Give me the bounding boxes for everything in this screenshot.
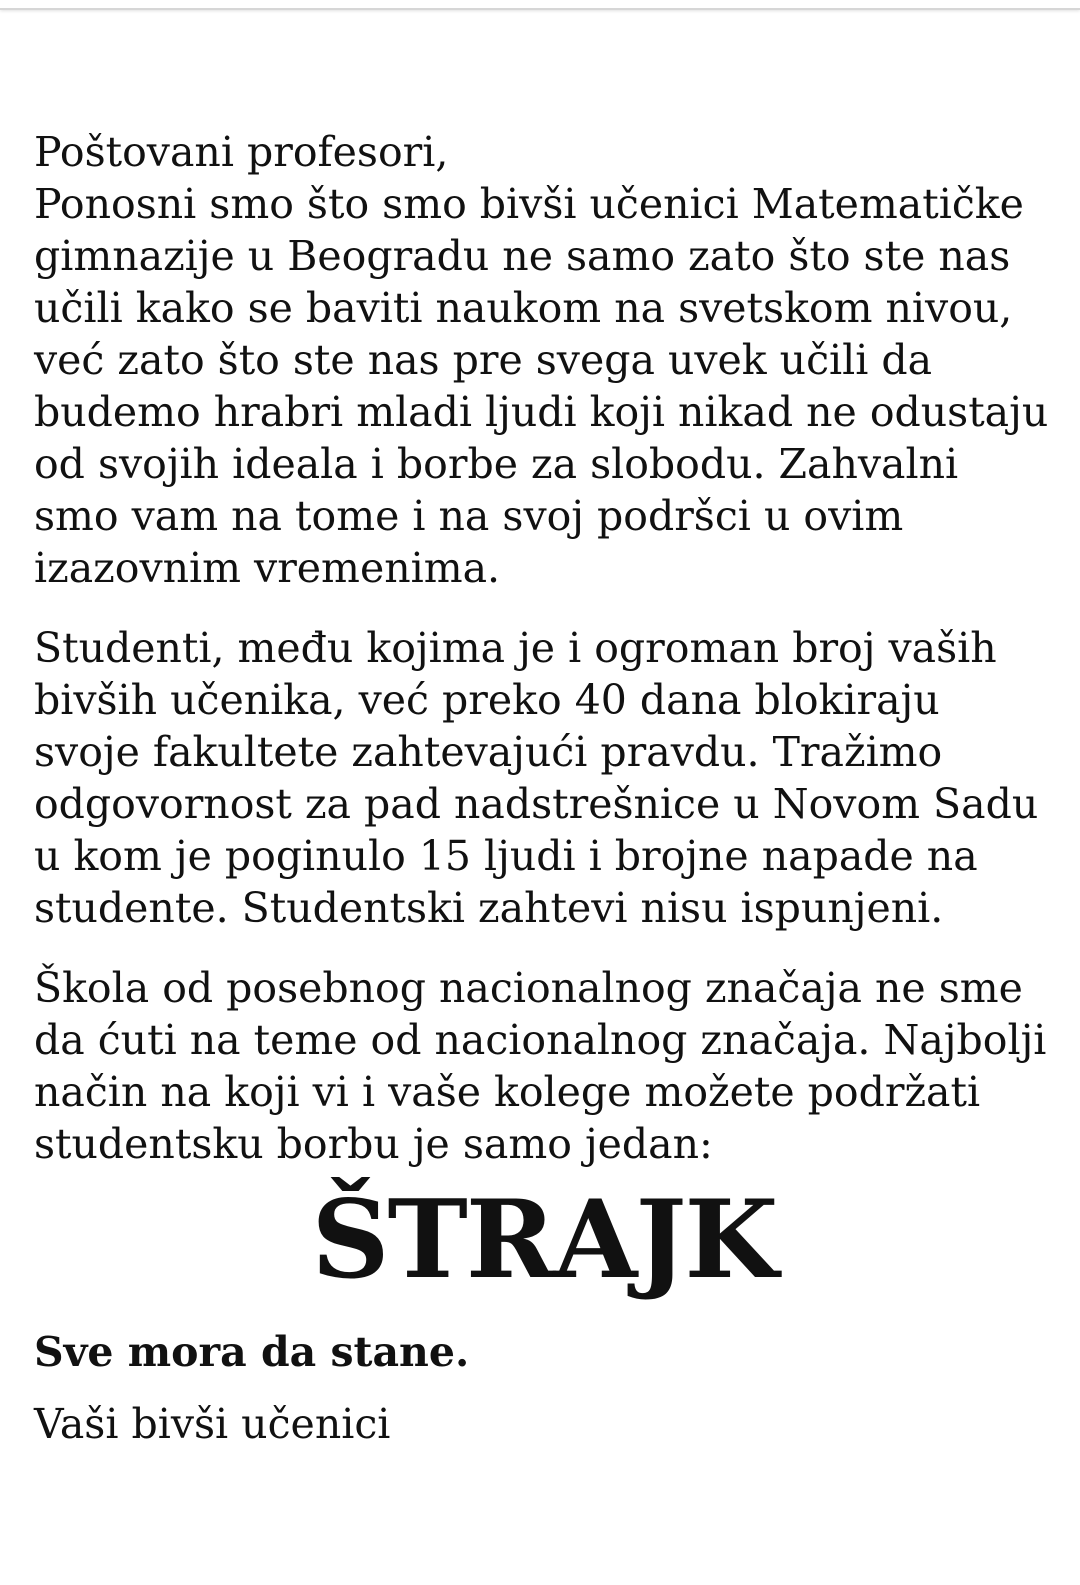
strike-headline: ŠTRAJK [311, 1177, 777, 1303]
emphasis-line: Sve mora da stane. [34, 1328, 470, 1376]
letter-body [34, 126, 1054, 1450]
paragraph-students: Studenti, među kojima je i ogroman broj vaših bivših učenika, već preko 40 dana blokiraju svoje fakultete zahtevajući pravdu. Tražimo odgovornost za pad nadstrešnice u Novom Sadu u kom je poginulo 15 ljudi i brojne napade na studente. Studentski zahtevi nisu ispunjeni. [34, 624, 1039, 932]
top-app-bar-edge [0, 0, 1080, 10]
signature: Vaši bivši učenici [34, 1400, 391, 1448]
paragraph-pride: Ponosni smo što smo bivši učenici Matematičke gimnazije u Beogradu ne samo zato što ste nas učili kako se baviti naukom na svetskom nivou, već zato što ste nas pre svega uvek učili da budemo hrabri mladi ljudi koji nikad ne odustaju od svojih ideala i borbe za slobodu. Zahvalni smo vam na tome i na svoj podršci u ovim izazovnim vremenima. [34, 180, 1049, 592]
greeting: Poštovani profesori, [34, 128, 449, 176]
paragraph-call-to-action: Škola od posebnog nacionalnog značaja ne sme da ćuti na teme od nacionalnog značaja. Najbolji način na koji vi i vaše kolege možete podržati studentsku borbu je samo jedan: [34, 964, 1047, 1168]
